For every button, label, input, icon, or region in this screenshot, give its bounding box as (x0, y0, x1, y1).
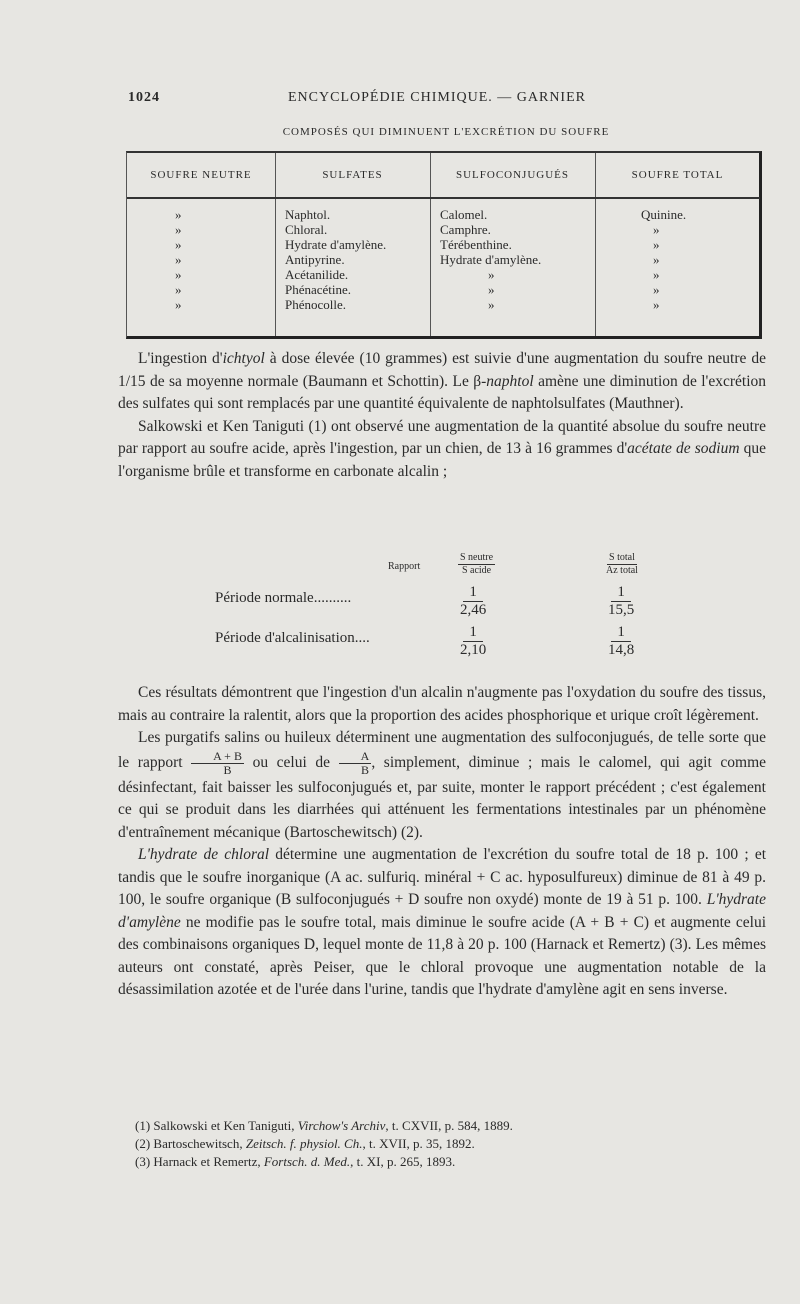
table-column-soufre-total (595, 153, 760, 336)
paragraph-salkowski: Salkowski et Ken Taniguti (1) ont observé une augmentation de la quantité absolue du soufre neutre par rapport au soufre acide, après l'ingestion, par un chien, de 13 à 16 grammes d'acétate de sodium que l'organisme brûle et transforme en carbonate alcalin ; (118, 417, 766, 480)
ratio-value: 1 14,8 (608, 624, 635, 658)
table-cell: » (653, 282, 660, 297)
table-cell: » (175, 207, 182, 222)
ratio-value: 1 15,5 (608, 584, 635, 618)
paragraph-alcalin: Ces résultats démontrent que l'ingestion d'un alcalin n'augmente pas l'oxydation du soufre des tissus, mais au contraire la ralentit, alors que la proportion des acides phosphorique et urique croît légèrement. (118, 684, 766, 724)
table-column-sulfoconjugues (430, 153, 596, 336)
table-cell: » (488, 282, 495, 297)
ratio-header-fraction: S neutre S acide (460, 552, 494, 576)
body-text-bottom (118, 682, 766, 1002)
page-number: 1024 (128, 90, 160, 105)
table-header-cell: SULFATES (275, 153, 430, 199)
paragraph-ichtyol: L'ingestion d'ichtyol à dose élevée (10 grammes) est suivie d'une augmentation du soufre neutre de 1/15 de sa moyenne normale (Baumann et Schottin). Le β-naphtol amène une diminution de l'excrétion des sulfates qui sont remplacés par une quantité équivalente de naphtolsulfates (Mauthner). (118, 350, 766, 412)
table-cell: » (175, 237, 182, 252)
table-column-sulfates (275, 153, 431, 336)
table-cell: » (175, 282, 182, 297)
table-cell: » (653, 237, 660, 252)
paragraph-chloral: L'hydrate de chloral détermine une augmentation de l'excrétion du soufre total de 18 p. 100 ; et tandis que le soufre inorganique (A ac. sulfuriq. minéral + C ac. hyposulfureux) diminue de 81 à 49 p. 100, le soufre organique (B sulfoconjugués + D soufre non oxydé) monte de 19 à 51 p. 100. L'hydrate d'amylène ne modifie pas le soufre total, mais diminue le soufre acide (A + B + C) et augmente celui des combinaisons organiques D, lequel monte de 11,8 à 20 p. 100 (Harnack et Remertz) (3). Les mêmes auteurs ont constaté, après Peiser, que le chloral provoque une augmentation notable de la désassimilation azotée et de l'urée dans l'urine, tandis que l'hydrate d'amylène agit en sens inverse. (118, 846, 767, 998)
table-cell: » (488, 297, 495, 312)
table-cell: » (653, 222, 660, 237)
table-cell: » (175, 297, 182, 312)
table-header-cell: SOUFRE TOTAL (595, 153, 760, 199)
table-cell: Antipyrine. (285, 252, 345, 267)
table-cell: » (488, 267, 495, 282)
table-column-soufre-neutre (127, 153, 276, 336)
running-title: ENCYCLOPÉDIE CHIMIQUE. — GARNIER (288, 90, 586, 105)
fraction-a-plus-b-over-b: $\frac{A + B}{B}$ (191, 750, 244, 777)
table-cell: » (175, 267, 182, 282)
table-cell: » (175, 222, 182, 237)
ratio-table (118, 548, 766, 688)
table-title: COMPOSÉS QUI DIMINUENT L'EXCRÉTION DU SOUFRE (282, 126, 610, 138)
table-cell: Camphre. (440, 222, 491, 237)
table-cell: Acétanilide. (285, 267, 349, 282)
footnotes (135, 1117, 765, 1171)
table-cell: » (653, 297, 660, 312)
ratio-value: 1 2,46 (460, 584, 487, 618)
table-cell: » (653, 252, 660, 267)
rapport-label: Rapport (388, 561, 421, 572)
body-text-top (118, 348, 766, 483)
ratio-header-fraction: S total Az total (606, 552, 638, 576)
footnote: (1) Salkowski et Ken Taniguti, Virchow's Archiv, t. CXVII, p. 584, 1889. (135, 1118, 513, 1133)
table-cell: Phénocolle. (285, 297, 347, 312)
table-cell: Calomel. (440, 207, 488, 222)
table-cell: » (175, 252, 182, 267)
footnote: (3) Harnack et Remertz, Fortsch. d. Med., t. XI, p. 265, 1893. (135, 1154, 456, 1169)
table-cell: » (653, 267, 660, 282)
footnote: (2) Bartoschewitsch, Zeitsch. f. physiol. Ch., t. XVII, p. 35, 1892. (135, 1136, 475, 1151)
table-cell: Phénacétine. (285, 282, 352, 297)
table-header-cell: SOUFRE NEUTRE (127, 153, 275, 199)
fraction-a-over-b: $\frac{A}{B}$ (339, 750, 372, 777)
ratio-value: 1 2,10 (460, 624, 487, 658)
table-cell: Hydrate d'amylène. (285, 237, 387, 252)
table-header-cell: SULFOCONJUGUÉS (430, 153, 595, 199)
table-cell: Hydrate d'amylène. (440, 252, 542, 267)
sulfur-table (126, 151, 762, 339)
row-label-normale: Période normale.......... (215, 590, 352, 606)
table-cell: Térébenthine. (440, 237, 512, 252)
table-cell: Quinine. (641, 207, 687, 222)
table-cell: Chloral. (285, 222, 328, 237)
paragraph-purgatifs: Les purgatifs salins ou huileux déterminent une augmentation des sulfoconjugués, de telle sorte que le rapport $\frac{A + B}{B}$ ou celui de $\frac{A}{B}$ , simplement, diminue ; mais le calomel, qui agit comme désinfectant, fait baisser les sulfoconjugués et, par suite, monter le rapport précédent ; c'est également ce qui se produit dans les diarrhées qui atténuent les fermentations intestinales par un phénomène d'entraînement mécanique (Bartoschewitsch) (2). (118, 729, 767, 841)
row-label-alcalinisation: Période d'alcalinisation.... (215, 630, 370, 646)
table-cell: Naphtol. (285, 207, 331, 222)
